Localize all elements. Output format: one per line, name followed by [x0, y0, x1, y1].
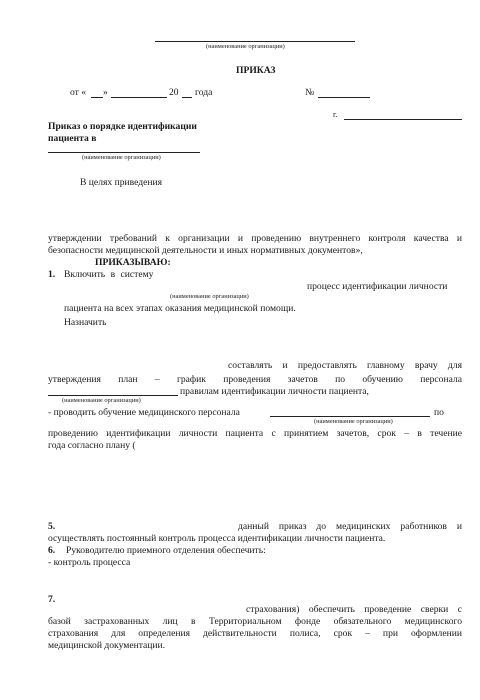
ident-line-2: года согласно плану ( — [48, 440, 136, 451]
subject-org-caption: (наименование организации) — [82, 154, 161, 161]
item-6-number: 6. — [48, 545, 56, 556]
org-name-caption: (наименование организации) — [206, 43, 285, 50]
train-prefix: - проводить обучение медицинского персонала — [48, 407, 240, 418]
item-7-right: страхования) обеспечить проведение сверки с — [246, 604, 462, 615]
subject-org-field[interactable] — [48, 152, 200, 153]
item-7-line-4: медицинской документации. — [48, 640, 166, 651]
order-number-field[interactable] — [318, 97, 370, 98]
ident-line-1: проведению идентификации личности пациента с принятием зачетов, срок – в течение — [48, 428, 462, 439]
item-1-right: процесс идентификации личности — [307, 281, 448, 292]
date-year-field[interactable] — [182, 97, 192, 98]
org-name-line[interactable] — [155, 41, 355, 42]
date-prefix: от « — [70, 87, 87, 98]
item-6-sub: - контроль процесса — [48, 557, 131, 568]
item-7-line-3: страхования для определения действительности полиса, срок – при оформлении — [48, 628, 462, 639]
date-day-field[interactable] — [91, 97, 103, 98]
rules-org-field[interactable] — [48, 395, 178, 396]
train-suffix: по — [434, 407, 444, 418]
date-mid: » — [103, 87, 108, 98]
intro-text: В целях приведения — [80, 177, 163, 188]
date-month-field[interactable] — [111, 97, 167, 98]
item-7-number: 7. — [48, 594, 56, 605]
city-prefix: г. — [333, 110, 338, 119]
document-title: ПРИКАЗ — [236, 65, 276, 76]
item-1-text: Включить в систему — [64, 269, 154, 280]
date-suffix: года — [195, 87, 213, 98]
item-5-line-2: осуществлять постоянный контроль процесса идентификации личности пациента. — [48, 533, 386, 544]
train-caption: (наименование организации) — [314, 418, 393, 425]
subject-line-1: Приказ о порядке идентификации — [48, 121, 197, 132]
assign-text: Назначить — [64, 317, 107, 328]
para-line-2: безопасности медицинской деятельности и иных нормативных документов», — [48, 245, 363, 256]
para-line-1: утверждении требований к организации и проведению внутреннего контроля качества и — [48, 233, 462, 244]
order-word: ПРИКАЗЫВАЮ: — [95, 257, 171, 268]
city-field[interactable] — [344, 119, 462, 120]
item-6-text: Руководителю приемного отделения обеспечить: — [66, 545, 266, 556]
rules-line: правилам идентификации личности пациента, — [180, 386, 369, 397]
train-org-field[interactable] — [270, 416, 430, 417]
item-1-caption: (наименование организации) — [170, 293, 249, 300]
number-sign: № — [305, 87, 315, 98]
item-7-line-2: базой застрахованных лиц в Территориальном фонде обязательного медицинского — [48, 616, 462, 627]
plan-line: утверждения план – график проведения зачетов по обучению персонала — [48, 374, 462, 385]
item-1-number: 1. — [48, 269, 56, 280]
subject-line-2: пациента в — [48, 133, 97, 144]
rules-caption: (наименование организации) — [62, 397, 141, 404]
item-5-number: 5. — [48, 521, 56, 532]
date-year: 20 — [169, 87, 179, 98]
assign-right: составлять и предоставлять главному врачу для — [228, 360, 462, 371]
item-1-line-2: пациента на всех этапах оказания медицинской помощи. — [64, 303, 296, 314]
item-5-right: данный приказ до медицинских работников и — [238, 521, 462, 532]
